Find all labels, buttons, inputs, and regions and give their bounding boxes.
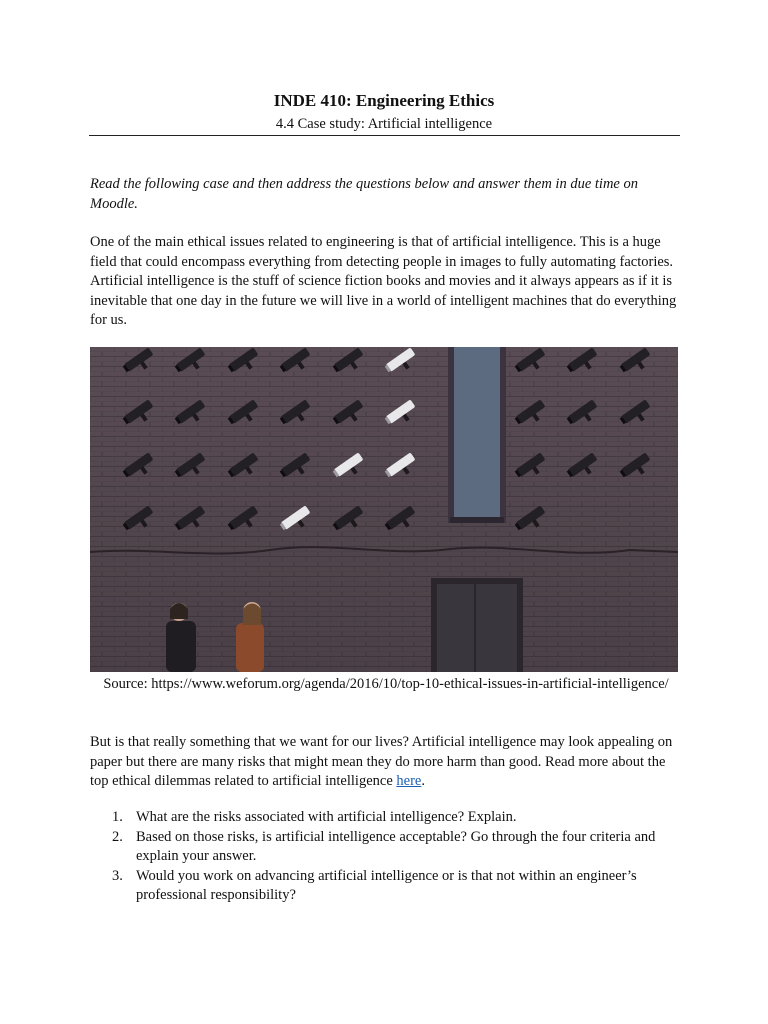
question-number: 2. — [112, 828, 123, 845]
paragraph-risks-text: But is that really something that we want for our lives? Artificial intelligence may look appealing on paper but there are many risks that might mean they do more harm than good. Read more about the top ethical dilemmas related to artificial intelligence — [90, 734, 673, 790]
question-number: 3. — [112, 867, 123, 884]
paragraph-ai-overview: One of the main ethical issues related to engineering is that of artificial intelligence. This is a huge field that could encompass everything from detecting people in images to fully automating factories. Artificial intelligence is the stuff of science fiction books and movies and it always appears as if it is inevitable that one day in the future we will live in a world of intelligent machines that do everything for us. — [90, 234, 677, 329]
questions-list — [90, 808, 682, 906]
photo-illustration — [90, 347, 678, 672]
question-item — [90, 828, 682, 867]
image-source-caption: Source: https://www.weforum.org/agenda/2016/10/top-10-ethical-issues-in-artificial-intelligence/ — [103, 676, 669, 692]
question-text: Based on those risks, is artificial intelligence acceptable? Go through the four criteria and explain your answer. — [136, 828, 656, 865]
paragraph-risks-period: . — [421, 773, 425, 790]
document-subtitle: 4.4 Case study: Artificial intelligence — [275, 116, 493, 132]
question-item — [90, 808, 682, 828]
question-number: 1. — [112, 809, 123, 825]
here-link[interactable]: here — [396, 773, 422, 790]
question-item — [90, 867, 682, 906]
question-text: What are the risks associated with artificial intelligence? Explain. — [136, 809, 517, 825]
title-divider — [89, 135, 680, 136]
paragraph-risks — [90, 733, 682, 792]
intro-instructions: Read the following case and then address the questions below and answer them in due time on Moodle. — [90, 176, 638, 212]
surveillance-cameras-photo — [90, 347, 678, 672]
question-text: Would you work on advancing artificial intelligence or is that not within an engineer’s professional responsibility? — [136, 867, 637, 904]
document-title: INDE 410: Engineering Ethics — [273, 91, 495, 110]
